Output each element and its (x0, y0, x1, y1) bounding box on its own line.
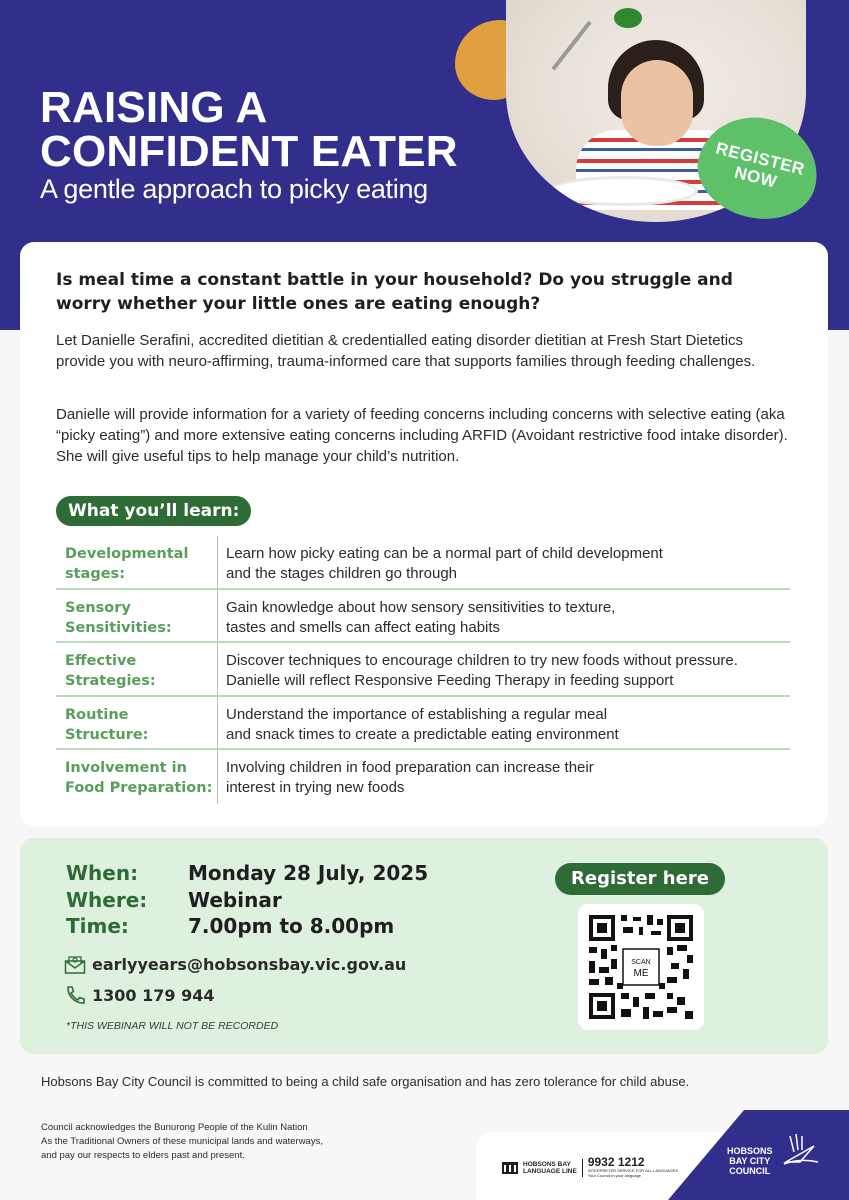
where-value: Webinar (188, 887, 282, 912)
contact-email[interactable] (64, 954, 406, 974)
learn-row-description: Learn how picky eating can be a normal part of child development and the stages children go through (226, 545, 663, 582)
email-icon (64, 954, 86, 974)
page-title: RAISING A CONFIDENT EATER (40, 83, 458, 176)
language-line-tagline: INTERPRETER SERVICE FOR ALL LANGUAGES Your Council in your language (587, 1168, 679, 1178)
where-label: Where: (66, 887, 148, 912)
building-icon (502, 1162, 518, 1174)
contact-phone[interactable] (64, 985, 214, 1005)
qr-code[interactable] (578, 904, 704, 1030)
learn-row-description: Understand the importance of establishing a regular meal and snack times to create a predictable eating environment (226, 705, 619, 743)
learn-row-label: Effective Strategies: (56, 643, 218, 695)
learn-row (56, 643, 790, 697)
learn-row-label: Sensory Sensitivities: (56, 590, 218, 642)
lead-question: Is meal time a constant battle in your household? Do you struggle and worry whether your little ones are eating enough? (56, 270, 733, 314)
intro-paragraph-1: Let Danielle Serafini, accredited dietitian & credentialled eating disorder dietitian at Fresh Start Dietetics provide you with neuro-affirming, trauma-informed care that supports families through feeding challenges. (56, 332, 756, 370)
learn-row (56, 590, 790, 644)
event-time-row (66, 913, 428, 940)
photo-face (621, 60, 693, 146)
intro-paragraph-2: Danielle will provide information for a variety of feeding concerns including concerns with selective eating (aka “picky eating”) and more extensive eating concerns including ARFID (Avoidant restrictive food intake disorder). She will give useful tips to help manage your child’s nutrition. (56, 406, 788, 465)
register-here-button[interactable]: Register here (555, 863, 725, 895)
language-line-number[interactable]: 9932 1212 (587, 1155, 645, 1169)
learn-heading: What you’ll learn: (56, 496, 251, 526)
learn-row-description: Involving children in food preparation can increase their interest in trying new foods (226, 759, 594, 796)
event-details (66, 860, 428, 940)
event-when-row (66, 860, 428, 887)
learn-row-label: Involvement in Food Preparation: (56, 750, 218, 804)
time-label: Time: (66, 914, 129, 938)
time-value: 7.00pm to 8.00pm (188, 914, 395, 938)
scan-me-label: SCAN (631, 959, 651, 966)
event-where-row (66, 887, 428, 914)
page-subtitle: A gentle approach to picky eating (40, 174, 428, 204)
recording-note: *THIS WEBINAR WILL NOT BE RECORDED (66, 1020, 279, 1032)
register-now-label: REGISTER NOW (713, 138, 807, 192)
photo-plate (548, 176, 698, 206)
learn-row-description: Gain knowledge about how sensory sensitivities to texture, tastes and smells can affect eating habits (226, 598, 616, 636)
scan-me-label: ME (633, 968, 649, 979)
acknowledgement-of-country: Council acknowledges the Bunurong People of the Kulin Nation As the Traditional Owners of these municipal lands and waterways, and pay our respects to elders past and present. (41, 1122, 323, 1161)
council-logo-text: HOBSONS BAY CITY COUNCIL (727, 1146, 773, 1176)
info-card (20, 242, 828, 826)
learn-row (56, 697, 790, 751)
email-address[interactable]: earlyyears@hobsonsbay.vic.gov.au (92, 954, 407, 974)
child-safe-statement: Hobsons Bay City Council is committed to being a child safe organisation and has zero tolerance for child abuse. (41, 1074, 690, 1089)
qr-code-graphic (587, 913, 695, 1021)
learn-table (56, 536, 790, 804)
language-line-divider (582, 1159, 583, 1177)
phone-icon (64, 985, 86, 1005)
when-value: Monday 28 July, 2025 (188, 861, 429, 885)
phone-number[interactable]: 1300 179 944 (92, 985, 215, 1005)
when-label: When: (66, 861, 139, 885)
language-line-logo (502, 1157, 678, 1178)
council-bird-logo-icon (780, 1132, 820, 1168)
photo-broccoli (614, 8, 642, 28)
learn-row-description: Discover techniques to encourage children to try new foods without pressure. Danielle will reflect Responsive Feeding Therapy in feeding support (226, 652, 738, 689)
language-line-name: HOBSONS BAY LANGUAGE LINE (523, 1160, 577, 1175)
photo-fork (551, 21, 591, 71)
learn-row-label: Developmental stages: (56, 536, 218, 588)
learn-row-label: Routine Structure: (56, 697, 218, 749)
language-line-contact (588, 1157, 678, 1178)
event-details-card (20, 838, 828, 1054)
learn-row (56, 536, 790, 590)
learn-row (56, 750, 790, 804)
